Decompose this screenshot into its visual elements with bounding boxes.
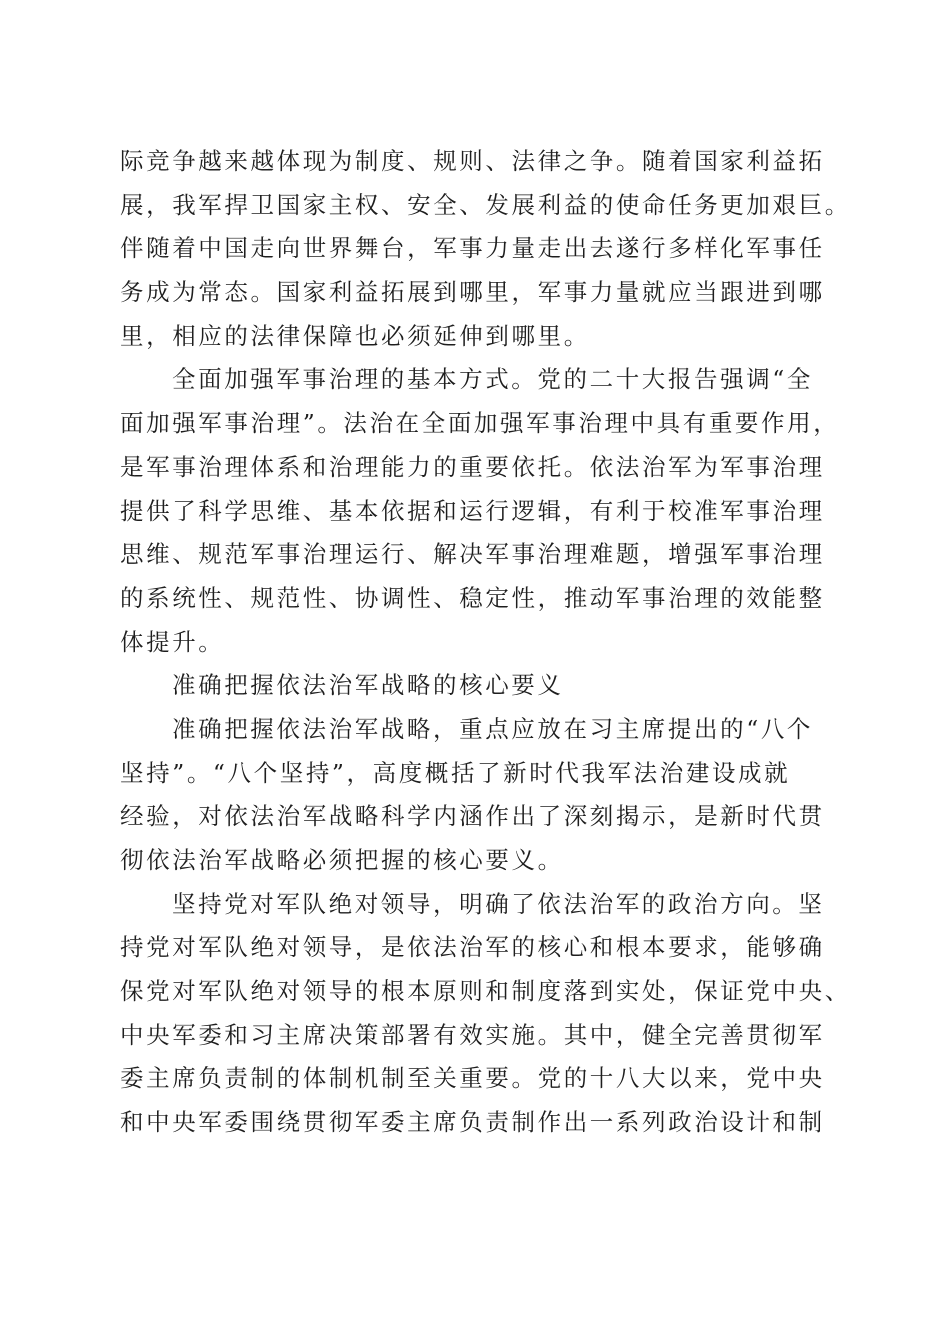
paragraph-eight-persistences [120, 708, 840, 883]
text-line: 坚持”。“八个坚持”，高度概括了新时代我军法治建设成就 [120, 758, 791, 787]
text-line: 坚持党对军队绝对领导，明确了依法治军的政治方向。坚 [172, 889, 825, 918]
text-line: 是军事治理体系和治理能力的重要依托。依法治军为军事治理 [120, 452, 825, 481]
text-line: 保党对军队绝对领导的根本原则和制度落到实处，保证党中央、 [120, 977, 851, 1006]
text-line: 提供了科学思维、基本依据和运行逻辑，有利于校准军事治理 [120, 496, 825, 525]
text-line: 面加强军事治理”。法治在全面加强军事治理中具有重要作用， [120, 409, 840, 438]
paragraph-military-governance [120, 358, 840, 664]
text-line: 伴随着中国走向世界舞台，军事力量走出去遂行多样化军事任 [120, 234, 825, 263]
text-line: 务成为常态。国家利益拓展到哪里，军事力量就应当跟进到哪 [120, 278, 825, 307]
text-line: 际竞争越来越体现为制度、规则、法律之争。随着国家利益拓 [120, 147, 825, 175]
text-line: 体提升。 [120, 627, 225, 656]
text-line: 中央军委和习主席决策部署有效实施。其中，健全完善贯彻军 [120, 1020, 825, 1049]
text-line: 委主席负责制的体制机制至关重要。党的十八大以来，党中央 [120, 1064, 825, 1093]
document-body [120, 140, 851, 1145]
section-heading-text: 准确把握依法治军战略的核心要义 [172, 671, 564, 700]
paragraph-party-leadership [120, 883, 851, 1145]
text-line: 和中央军委围绕贯彻军委主席负责制作出一系列政治设计和制 [120, 1108, 825, 1137]
text-line: 经验，对依法治军战略科学内涵作出了深刻揭示，是新时代贯 [120, 802, 825, 831]
text-line: 准确把握依法治军战略，重点应放在习主席提出的“八个 [172, 714, 814, 743]
text-line: 的系统性、规范性、协调性、稳定性，推动军事治理的效能整 [120, 583, 825, 612]
text-line: 持党对军队绝对领导，是依法治军的核心和根本要求，能够确 [120, 933, 825, 962]
text-line: 展，我军捍卫国家主权、安全、发展利益的使命任务更加艰巨。 [120, 190, 851, 219]
section-heading [120, 664, 840, 708]
paragraph-national-interest [120, 140, 851, 358]
text-line: 里，相应的法律保障也必须延伸到哪里。 [120, 321, 590, 350]
text-line: 全面加强军事治理的基本方式。党的二十大报告强调“全 [172, 365, 814, 394]
text-line: 彻依法治军战略必须把握的核心要义。 [120, 846, 564, 874]
text-line: 思维、规范军事治理运行、解决军事治理难题，增强军事治理 [120, 540, 825, 569]
